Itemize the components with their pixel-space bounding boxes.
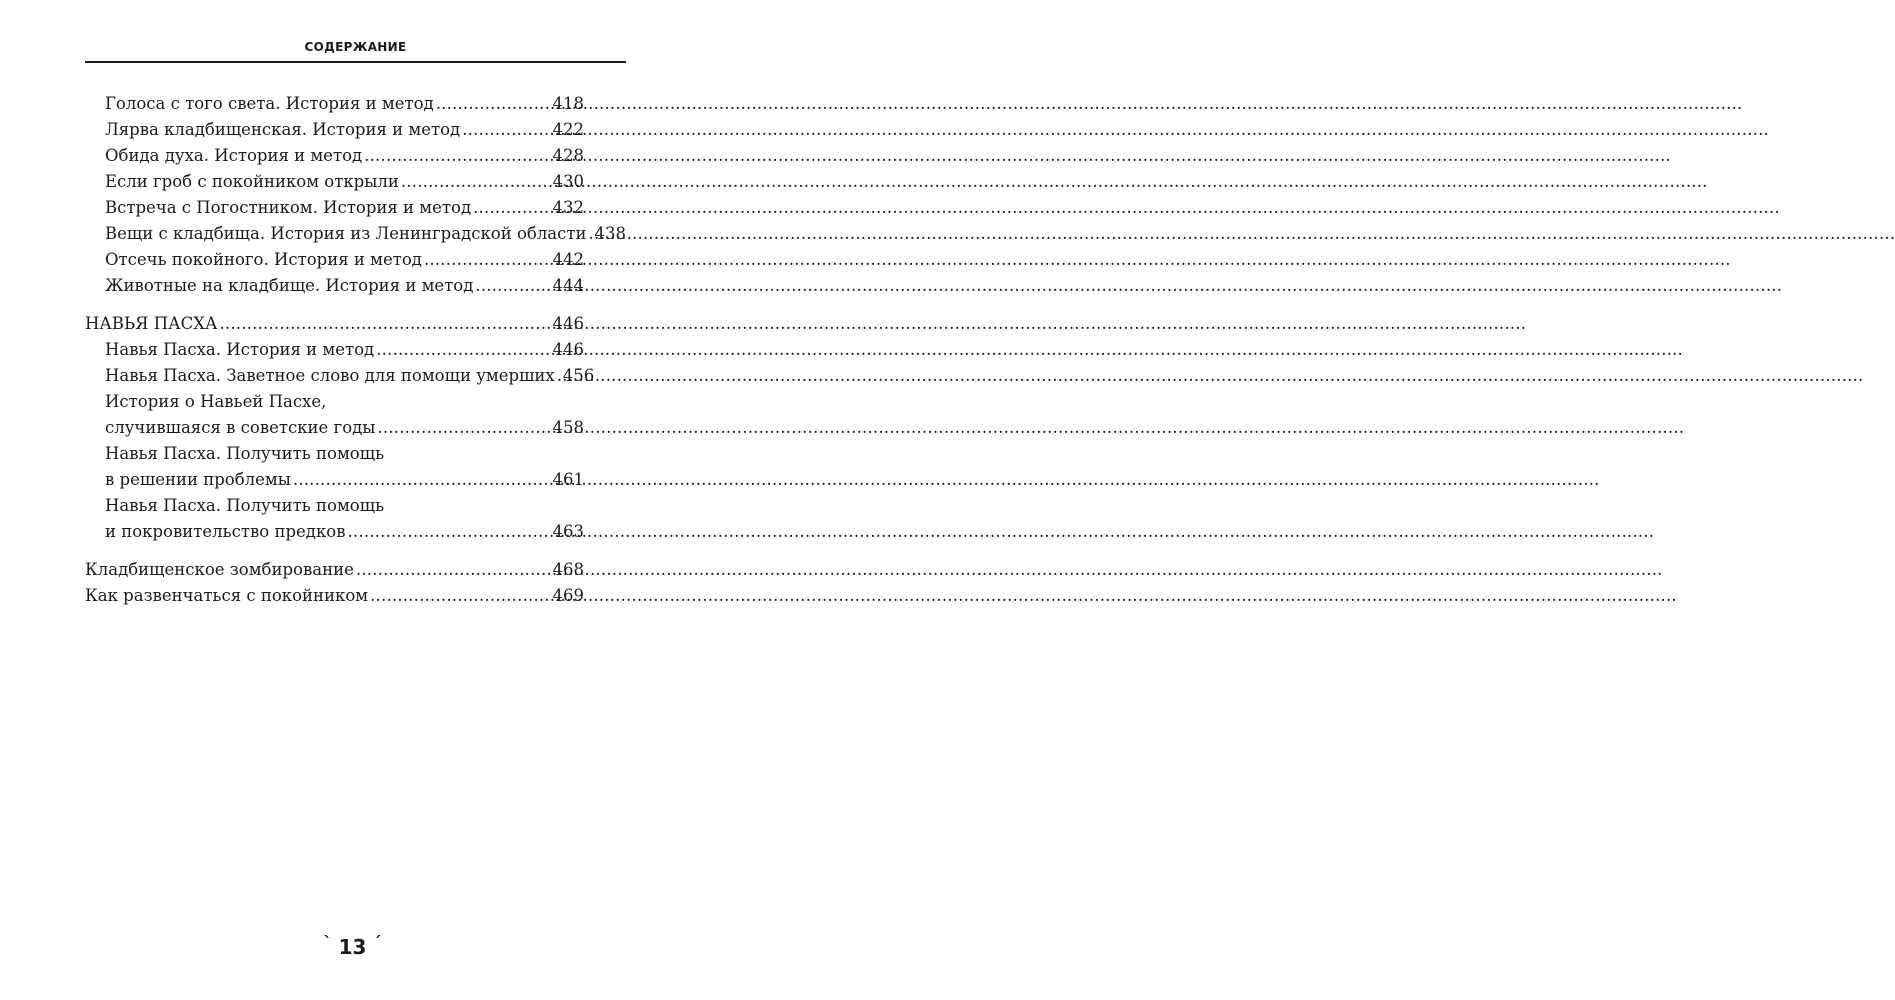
toc-entry[interactable] (85, 247, 584, 273)
toc-entry[interactable] (85, 143, 584, 169)
toc-entry-page: 446 (552, 314, 584, 333)
toc-entry-page: 442 (552, 250, 584, 269)
dot-leader (436, 91, 553, 117)
toc-entry[interactable] (85, 363, 595, 389)
toc-entry-title: случившаяся в советские годы (105, 418, 376, 437)
toc-entry-title: Вещи с кладбища. История из Ленинградской области (105, 224, 587, 243)
toc-entry[interactable] (85, 221, 627, 247)
toc-entry-title: НАВЬЯ ПАСХА (85, 314, 218, 333)
toc-entry-page: 418 (552, 94, 584, 113)
dot-leader (401, 169, 553, 195)
toc-entry-page: 461 (552, 470, 584, 489)
toc-entry[interactable] (85, 519, 584, 545)
toc-entry[interactable] (85, 467, 584, 493)
dot-leader (376, 337, 552, 363)
toc-entry[interactable] (85, 273, 584, 299)
dot-leader (356, 557, 553, 583)
toc-entry-page: 428 (552, 146, 584, 165)
toc-entry[interactable] (85, 169, 584, 195)
header-rule (85, 61, 626, 63)
page-number (0, 933, 705, 959)
toc-entry-title: Если гроб с покойником открыли (105, 172, 399, 191)
dot-leader (347, 519, 552, 545)
toc-entry-title: История о Навьей Пасхе, (105, 392, 327, 411)
dot-leader (424, 247, 553, 273)
dot-leader (364, 143, 552, 169)
page-number-value: 13 (338, 935, 367, 959)
toc-entry-title: Навья Пасха. Получить помощь (105, 444, 385, 463)
dot-leader (462, 117, 552, 143)
dot-leader (219, 311, 552, 337)
toc-entry[interactable] (85, 583, 584, 609)
toc-entry-page: 468 (552, 560, 584, 579)
toc-entry[interactable] (85, 195, 584, 221)
dot-leader (475, 273, 552, 299)
toc-entry-page: 432 (552, 198, 584, 217)
dot-leader (377, 415, 552, 441)
toc-entry[interactable] (85, 441, 584, 467)
toc-entry-title: Навья Пасха. История и метод (105, 340, 375, 359)
toc-entry-page: 446 (552, 340, 584, 359)
dot-leader (370, 583, 552, 609)
running-header: СОДЕРЖАНИЕ (304, 40, 407, 54)
toc-entry-title: Лярва кладбищенская. История и метод (105, 120, 461, 139)
toc-entry-page: 469 (552, 586, 584, 605)
toc-entry-title: Животные на кладбище. История и метод (105, 276, 474, 295)
toc-entry-title: Голоса с того света. История и метод (105, 94, 434, 113)
toc-entry-page: 422 (552, 120, 584, 139)
toc-entry[interactable] (85, 311, 584, 337)
dot-leader (473, 195, 552, 221)
toc-entry-title: Обида духа. История и метод (105, 146, 363, 165)
toc-entry[interactable] (85, 557, 584, 583)
toc-entry-title: Встреча с Погостником. История и метод (105, 198, 472, 217)
right-ornament: ´ (373, 933, 382, 952)
toc-entry[interactable] (85, 389, 584, 415)
toc-entry-page: 430 (552, 172, 584, 191)
toc-entry-title: Отсечь покойного. История и метод (105, 250, 422, 269)
toc-entry[interactable] (85, 91, 584, 117)
toc-entry-title: Навья Пасха. Заветное слово для помощи умерших (105, 366, 555, 385)
toc-entry[interactable] (85, 117, 584, 143)
dot-leader (293, 467, 553, 493)
toc-entry-page: 458 (552, 418, 584, 437)
toc-entry-page: 456 (562, 366, 595, 385)
left-ornament: ` (323, 933, 332, 952)
toc-entry[interactable] (85, 337, 584, 363)
toc-entry-title: Навья Пасха. Получить помощь (105, 496, 385, 515)
toc-entry-title: и покровительство предков (105, 522, 346, 541)
toc-entry-page: 463 (552, 522, 584, 541)
toc-entry-page: 438 (594, 224, 627, 243)
toc-entry[interactable] (85, 415, 584, 441)
toc-entry-title: в решении проблемы (105, 470, 291, 489)
toc-entry[interactable] (85, 493, 584, 519)
toc-entry-title: Как развенчаться с покойником (85, 586, 369, 605)
toc-entry-page: 444 (552, 276, 584, 295)
toc-entry-title: Кладбищенское зомбирование (85, 560, 354, 579)
table-of-contents (85, 91, 627, 609)
